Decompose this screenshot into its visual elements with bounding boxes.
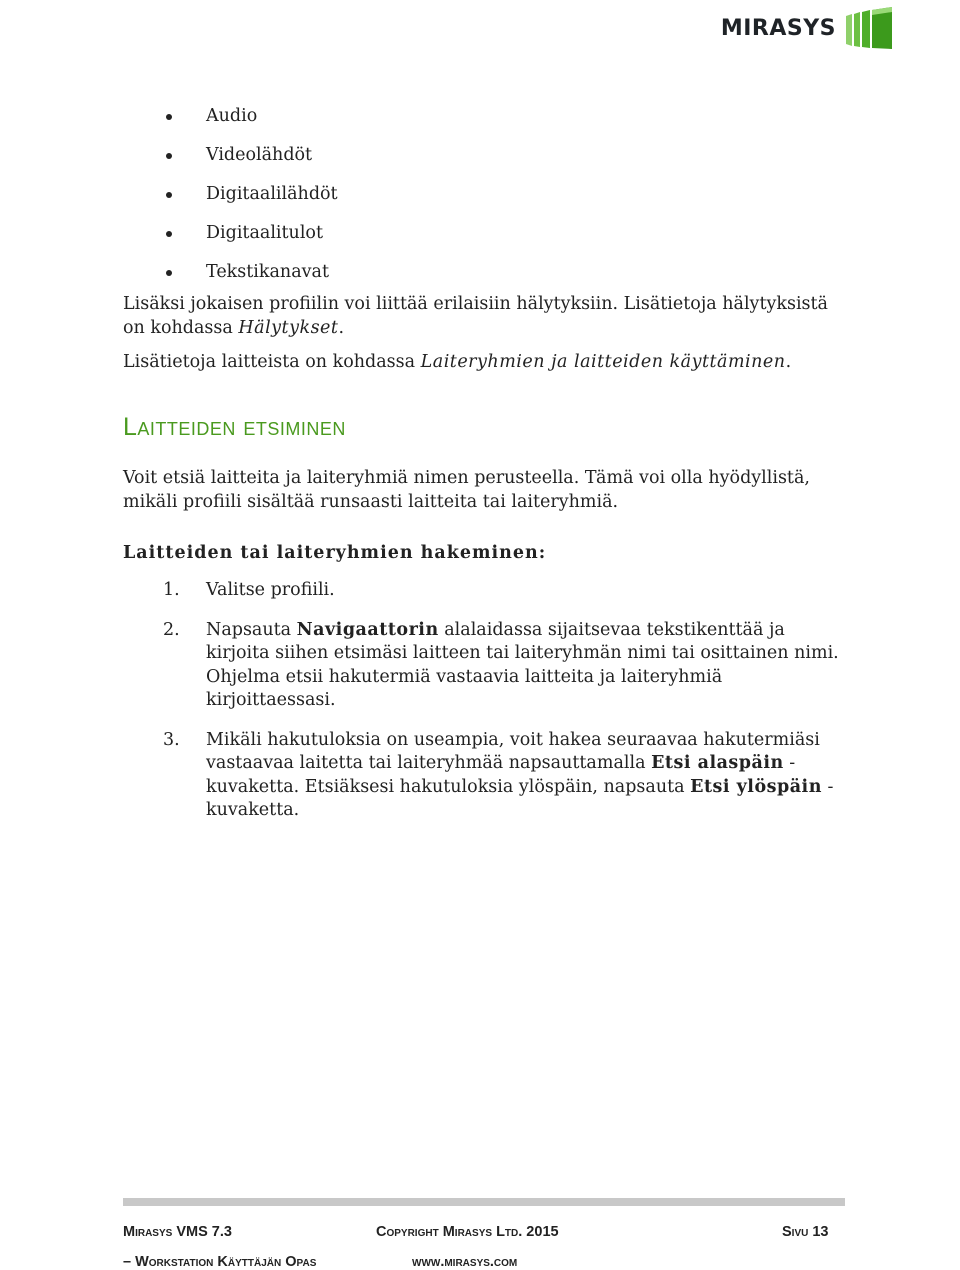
step-number: 2. bbox=[163, 619, 180, 640]
step-item: 2. Napsauta Navigaattorin alalaidassa sijaitsevaa tekstikenttää ja kirjoita siihen etsimäsi laitteen tai laiteryhmän nimi tai osittainen nimi. Ohjelma etsii hakutermiä vastaavia laitteita ja laiteryhmiä kirjoittaessasi. bbox=[163, 619, 839, 710]
search-up-term: Etsi ylöspäin bbox=[690, 776, 822, 797]
feature-list bbox=[123, 100, 843, 295]
search-down-term: Etsi alaspäin bbox=[651, 753, 784, 773]
bullet-icon bbox=[166, 270, 172, 276]
procedure-heading: Laitteiden tai laiteryhmien hakeminen: bbox=[123, 543, 547, 563]
list-item: Videolähdöt bbox=[123, 139, 843, 178]
list-item: Digitaalitulot bbox=[123, 217, 843, 256]
list-item: Digitaalilähdöt bbox=[123, 178, 843, 217]
logo-text: MIRASYS bbox=[720, 15, 836, 41]
devices-paragraph: Lisätietoja laitteista on kohdassa Laiteryhmien ja laitteiden käyttäminen. bbox=[123, 352, 792, 372]
search-intro-paragraph: Voit etsiä laitteita ja laiteryhmiä nimen perusteella. Tämä voi olla hyödyllistä, mikäli profiili sisältää runsaasti laitteita tai laiteryhmiä. bbox=[123, 468, 810, 512]
footer-page-number: Sivu 13 bbox=[782, 1224, 829, 1240]
bullet-icon bbox=[166, 192, 172, 198]
logo-icon bbox=[842, 6, 896, 50]
step-item: 1. Valitse profiili. bbox=[123, 579, 843, 603]
footer-copyright: Copyright Mirasys Ltd. 2015 bbox=[376, 1224, 559, 1240]
bullet-icon bbox=[166, 153, 172, 159]
step-number: 3. bbox=[163, 729, 180, 750]
footer-website[interactable]: www.mirasys.com bbox=[412, 1254, 518, 1270]
device-groups-link[interactable]: Laiteryhmien ja laitteiden käyttäminen bbox=[420, 352, 786, 372]
steps-list bbox=[123, 579, 843, 823]
page-content bbox=[123, 100, 843, 823]
list-item: Tekstikanavat bbox=[123, 256, 843, 295]
list-item: Audio bbox=[123, 100, 843, 139]
alarms-paragraph: Lisäksi jokaisen profiilin voi liittää erilaisiin hälytyksiin. Lisätietoja hälytyksistä on kohdassa Hälytykset. bbox=[123, 294, 828, 338]
navigator-term: Navigaattorin bbox=[296, 619, 439, 640]
step-item: 3. Mikäli hakutuloksia on useampia, voit hakea seuraavaa hakutermiäsi vastaavaa laitetta tai laiteryhmää napsauttamalla Etsi alaspäin -kuvaketta. Etsiäksesi hakutuloksia ylöspäin, napsauta Etsi ylöspäin -kuvaketta. bbox=[163, 729, 834, 820]
bullet-icon bbox=[166, 231, 172, 237]
mirasys-logo bbox=[721, 6, 896, 50]
step-number: 1. bbox=[163, 580, 180, 600]
footer-guide-title: – Workstation Käyttäjän Opas bbox=[123, 1254, 317, 1270]
alarms-link[interactable]: Hälytykset bbox=[238, 318, 339, 338]
bullet-icon bbox=[166, 114, 172, 120]
section-heading: Laitteiden etsiminen bbox=[123, 413, 346, 441]
footer-product: Mirasys VMS 7.3 bbox=[123, 1224, 232, 1240]
footer-divider bbox=[123, 1198, 845, 1206]
